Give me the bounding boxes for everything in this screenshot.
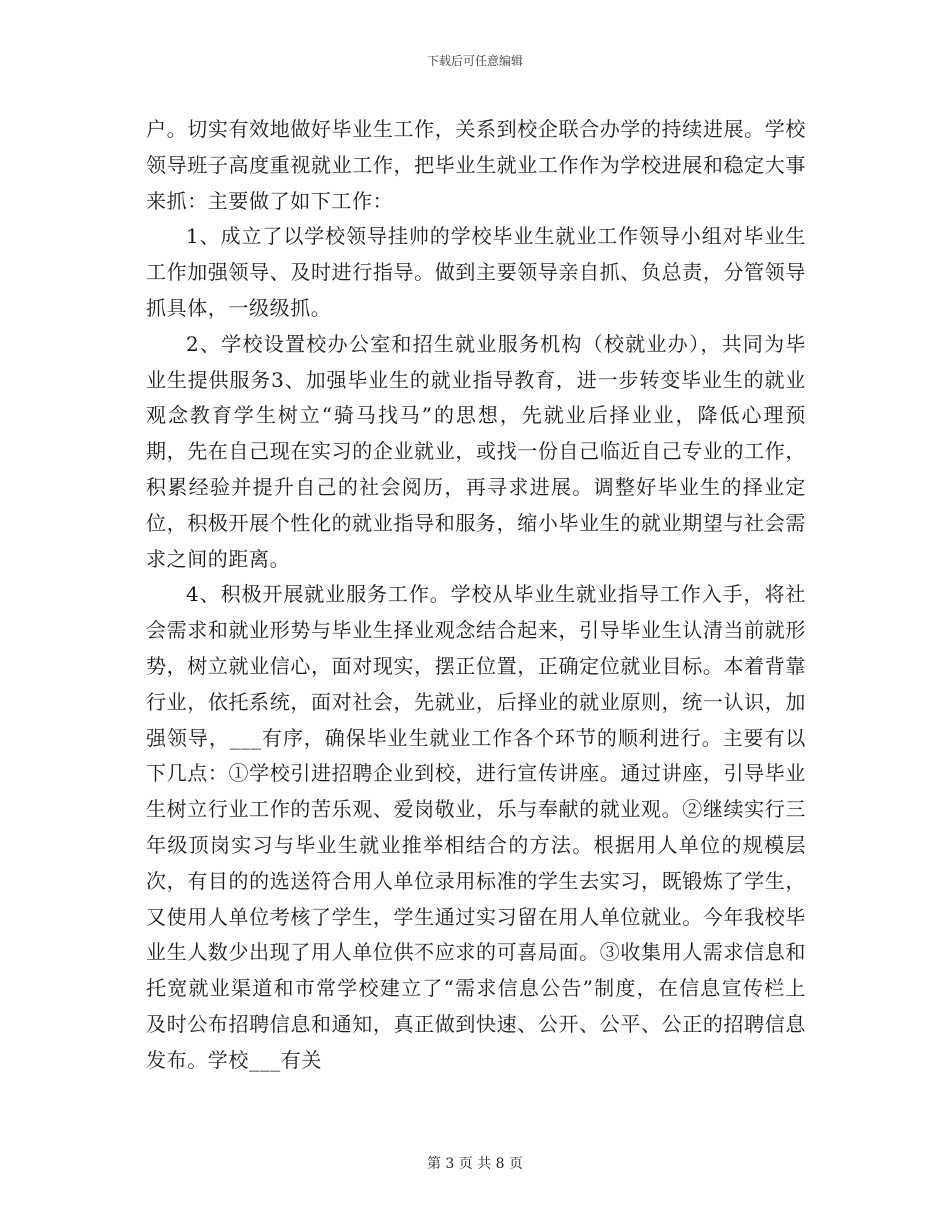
paragraph-item-2-3: 2、学校设置校办公室和招生就业服务机构（校就业办），共同为毕业生提供服务3、加强毕业生的就业指导教育，进一步转变毕业生的就业观念教育学生树立“骑马找马”的思想，先就业后择业业，降低心理预期，先在自己现在实习的企业就业，或找一份自己临近自己专业的工作，积累经验并提升自己的社会阅历，再寻求进展。调整好毕业生的择业定位，积极开展个性化的就业指导和服务，缩小毕业生的就业期望与社会需求之间的距离。	[146, 331, 806, 571]
page-header-note: 下载后可任意编辑	[426, 54, 523, 68]
paragraph-item-1: 1、成立了以学校领导挂帅的学校毕业生就业工作领导小组对毕业生工作加强领导、及时进行指导。做到主要领导亲自抓、负总责，分管领导抓具体，一级级抓。	[146, 224, 806, 320]
page-number: 第 3 页 共 8 页	[426, 1156, 524, 1172]
document-body	[146, 112, 806, 1079]
paragraph-item-4: 4、积极开展就业服务工作。学校从毕业生就业指导工作入手，将社会需求和就业形势与毕业生择业观念结合起来，引导毕业生认清当前就形势，树立就业信心，面对现实，摆正位置，正确定位就业目标。本着背靠行业，依托系统，面对社会，先就业，后择业的就业原则，统一认识，加强领导，___有序，确保毕业生就业工作各个环节的顺利进行。主要有以下几点：①学校引进招聘企业到校，进行宣传讲座。通过讲座，引导毕业生树立行业工作的苦乐观、爱岗敬业，乐与奉献的就业观。②继续实行三年级顶岗实习与毕业生就业推举相结合的方法。根据用人单位的规模层次，有目的的选送符合用人单位录用标准的学生去实习，既锻炼了学生，又使用人单位考核了学生，学生通过实习留在用人单位就业。今年我校毕业生人数少出现了用人单位供不应求的可喜局面。③收集用人需求信息和托宽就业渠道和市常学校建立了“需求信息公告”制度，在信息宣传栏上及时公布招聘信息和通知，真正做到快速、公开、公平、公正的招聘信息发布。学校___有关	[146, 582, 806, 1072]
paragraph-continuation: 户。切实有效地做好毕业生工作，关系到校企联合办学的持续进展。学校领导班子高度重视就业工作，把毕业生就业工作作为学校进展和稳定大事来抓：主要做了如下工作：	[146, 117, 806, 213]
